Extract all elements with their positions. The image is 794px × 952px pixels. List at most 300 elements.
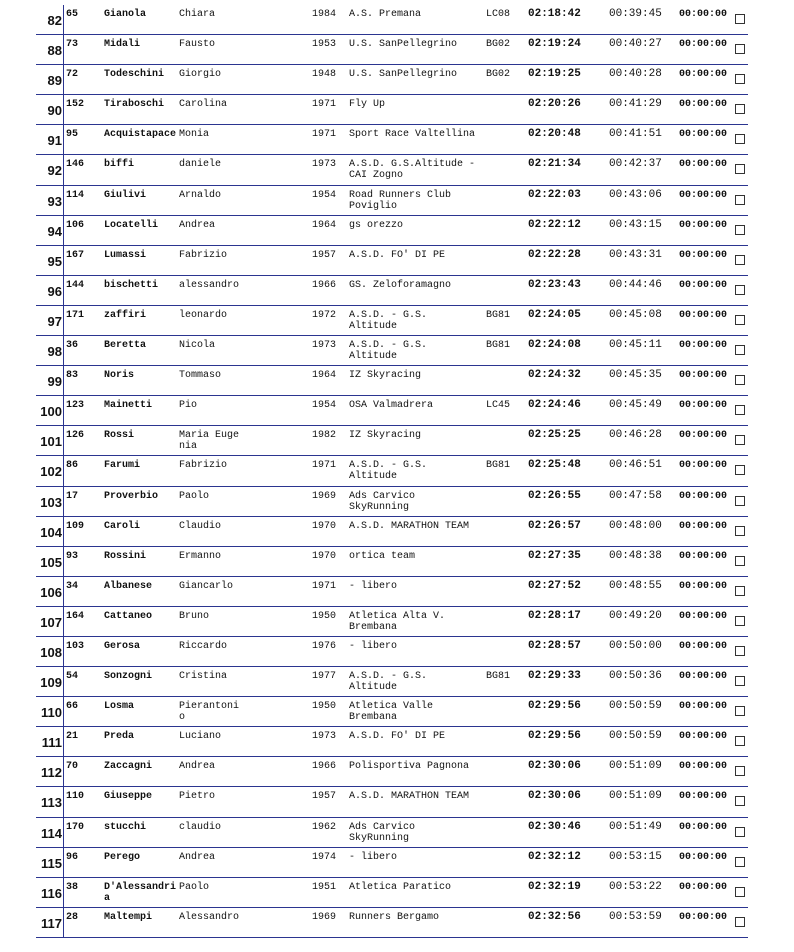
row-checkbox[interactable]: [735, 104, 745, 114]
club-name: OSA Valmadrera: [349, 400, 434, 412]
first-name: Pietro: [179, 791, 216, 803]
birth-year: 1950: [312, 610, 337, 622]
category-code: BG81: [486, 671, 511, 683]
position: 90: [47, 103, 62, 119]
result-row: [36, 336, 748, 366]
birth-year: 1966: [312, 761, 337, 773]
row-checkbox[interactable]: [735, 706, 745, 716]
finish-time: 02:32:12: [528, 850, 581, 863]
birth-year: 1969: [312, 911, 337, 923]
row-checkbox[interactable]: [735, 315, 745, 325]
birth-year: 1954: [312, 400, 337, 412]
column-divider: [63, 908, 64, 937]
result-row: [36, 246, 748, 276]
gap-time: 00:40:27: [609, 38, 662, 51]
bib-number: 34: [66, 580, 79, 592]
row-checkbox[interactable]: [735, 496, 745, 506]
surname: Lumassi: [104, 249, 147, 261]
finish-time: 02:30:06: [528, 760, 581, 773]
result-row: [36, 186, 748, 216]
birth-year: 1969: [312, 490, 337, 502]
row-checkbox[interactable]: [735, 616, 745, 626]
gap-time: 00:42:37: [609, 158, 662, 171]
row-checkbox[interactable]: [735, 195, 745, 205]
penalty-time: 00:00:00: [679, 821, 728, 833]
club-name: Road Runners Club Poviglio: [349, 189, 458, 212]
position: 108: [40, 644, 62, 660]
position: 110: [41, 705, 62, 721]
position: 100: [40, 404, 62, 420]
bib-number: 83: [66, 370, 79, 382]
birth-year: 1957: [312, 249, 337, 261]
row-checkbox[interactable]: [735, 646, 745, 656]
gap-time: 00:50:59: [609, 730, 662, 743]
result-row: [36, 637, 748, 667]
first-name: Arnaldo: [179, 189, 222, 201]
row-checkbox[interactable]: [735, 586, 745, 596]
column-divider: [63, 547, 64, 576]
position: 114: [41, 825, 62, 841]
row-checkbox[interactable]: [735, 375, 745, 385]
club-name: A.S.D. - G.S. Altitude: [349, 309, 434, 332]
bib-number: 86: [66, 460, 79, 472]
finish-time: 02:25:25: [528, 429, 581, 442]
club-name: Atletica Alta V. Brembana: [349, 610, 452, 633]
row-checkbox[interactable]: [735, 74, 745, 84]
result-row: [36, 396, 748, 426]
column-divider: [63, 787, 64, 816]
result-row: [36, 878, 748, 908]
position: 113: [41, 795, 62, 811]
first-name: Fabrizio: [179, 460, 228, 472]
result-row: [36, 65, 748, 95]
finish-time: 02:25:48: [528, 459, 581, 472]
column-divider: [63, 5, 64, 34]
result-row: [36, 607, 748, 637]
gap-time: 00:46:51: [609, 459, 662, 472]
finish-time: 02:29:56: [528, 700, 581, 713]
surname: biffi: [104, 159, 135, 171]
gap-time: 00:50:00: [609, 639, 662, 652]
column-divider: [63, 667, 64, 696]
first-name: claudio: [179, 821, 222, 833]
gap-time: 00:43:31: [609, 248, 662, 261]
position: 88: [47, 43, 62, 59]
club-name: Polisportiva Pagnona: [349, 761, 470, 773]
finish-time: 02:32:19: [528, 880, 581, 893]
gap-time: 00:45:49: [609, 399, 662, 412]
position: 98: [47, 344, 62, 360]
position: 99: [47, 374, 62, 390]
surname: Losma: [104, 701, 135, 713]
finish-time: 02:24:05: [528, 308, 581, 321]
penalty-time: 00:00:00: [679, 731, 728, 743]
surname: Acquistapace: [104, 129, 177, 141]
gap-time: 00:53:15: [609, 850, 662, 863]
bib-number: 126: [66, 430, 85, 442]
column-divider: [63, 246, 64, 275]
penalty-time: 00:00:00: [679, 430, 728, 442]
birth-year: 1976: [312, 640, 337, 652]
club-name: A.S.D. MARATHON TEAM: [349, 791, 470, 803]
row-checkbox[interactable]: [735, 736, 745, 746]
column-divider: [63, 65, 64, 94]
gap-time: 00:47:58: [609, 489, 662, 502]
column-divider: [63, 577, 64, 606]
result-row: [36, 95, 748, 125]
result-row: [36, 787, 748, 817]
penalty-time: 00:00:00: [679, 881, 728, 893]
column-divider: [63, 487, 64, 516]
row-checkbox[interactable]: [735, 556, 745, 566]
result-row: [36, 276, 748, 306]
birth-year: 1957: [312, 791, 337, 803]
finish-time: 02:23:43: [528, 278, 581, 291]
surname: D'Alessandria: [104, 881, 177, 904]
first-name: Riccardo: [179, 640, 228, 652]
bib-number: 21: [66, 731, 79, 743]
category-code: BG02: [486, 39, 511, 51]
result-row: [36, 848, 748, 878]
row-checkbox[interactable]: [735, 827, 745, 837]
category-code: LC08: [486, 9, 511, 20]
gap-time: 00:51:09: [609, 760, 662, 773]
gap-time: 00:48:38: [609, 549, 662, 562]
penalty-time: 00:00:00: [679, 340, 728, 352]
result-row: [36, 818, 748, 848]
finish-time: 02:26:57: [528, 519, 581, 532]
row-checkbox[interactable]: [735, 405, 745, 415]
row-checkbox[interactable]: [735, 796, 745, 806]
result-row: [36, 667, 748, 697]
category-code: BG81: [486, 340, 511, 352]
finish-time: 02:20:26: [528, 98, 581, 111]
first-name: Nicola: [179, 340, 216, 352]
result-row: [36, 306, 748, 336]
birth-year: 1951: [312, 881, 337, 893]
result-row: [36, 517, 748, 547]
surname: Farumi: [104, 460, 141, 472]
gap-time: 00:46:28: [609, 429, 662, 442]
position: 95: [47, 253, 62, 269]
birth-year: 1962: [312, 821, 337, 833]
club-name: Sport Race Valtellina: [349, 129, 476, 141]
gap-time: 00:45:11: [609, 339, 662, 352]
result-row: [36, 757, 748, 787]
penalty-time: 00:00:00: [679, 610, 728, 622]
bib-number: 95: [66, 129, 79, 141]
birth-year: 1950: [312, 701, 337, 713]
row-checkbox[interactable]: [735, 857, 745, 867]
surname: Giuseppe: [104, 791, 153, 803]
first-name: Alessandro: [179, 911, 240, 923]
finish-time: 02:24:32: [528, 369, 581, 382]
column-divider: [63, 637, 64, 666]
surname: Maltempi: [104, 911, 153, 923]
gap-time: 00:51:49: [609, 820, 662, 833]
birth-year: 1964: [312, 370, 337, 382]
row-checkbox[interactable]: [735, 164, 745, 174]
gap-time: 00:51:09: [609, 790, 662, 803]
row-checkbox[interactable]: [735, 465, 745, 475]
club-name: ortica team: [349, 550, 416, 562]
club-name: Ads Carvico SkyRunning: [349, 821, 422, 844]
finish-time: 02:19:24: [528, 38, 581, 51]
surname: Proverbio: [104, 490, 159, 502]
bib-number: 36: [66, 340, 79, 352]
first-name: Pio: [179, 400, 198, 412]
first-name: Bruno: [179, 610, 210, 622]
finish-time: 02:21:34: [528, 158, 581, 171]
club-name: Fly Up: [349, 99, 386, 111]
row-checkbox[interactable]: [735, 526, 745, 536]
column-divider: [63, 216, 64, 245]
first-name: Paolo: [179, 881, 210, 893]
category-code: BG81: [486, 460, 511, 472]
bib-number: 17: [66, 490, 79, 502]
club-name: Runners Bergamo: [349, 911, 440, 923]
column-divider: [63, 306, 64, 335]
results-table: [36, 5, 748, 938]
row-checkbox[interactable]: [735, 766, 745, 776]
bib-number: 54: [66, 671, 79, 683]
birth-year: 1971: [312, 580, 337, 592]
gap-time: 00:41:29: [609, 98, 662, 111]
bib-number: 167: [66, 249, 85, 261]
birth-year: 1971: [312, 460, 337, 472]
gap-time: 00:49:20: [609, 609, 662, 622]
birth-year: 1973: [312, 731, 337, 743]
row-checkbox[interactable]: [735, 676, 745, 686]
first-name: alessandro: [179, 279, 240, 291]
category-code: BG02: [486, 69, 511, 81]
penalty-time: 00:00:00: [679, 99, 728, 111]
bib-number: 110: [66, 791, 85, 803]
penalty-time: 00:00:00: [679, 159, 728, 171]
first-name: Luciano: [179, 731, 222, 743]
position: 107: [40, 614, 62, 630]
club-name: A.S.D. MARATHON TEAM: [349, 520, 470, 532]
first-name: Fabrizio: [179, 249, 228, 261]
bib-number: 123: [66, 400, 85, 412]
finish-time: 02:28:17: [528, 609, 581, 622]
row-checkbox[interactable]: [735, 887, 745, 897]
row-checkbox[interactable]: [735, 917, 745, 927]
birth-year: 1970: [312, 520, 337, 532]
surname: Noris: [104, 370, 135, 382]
surname: Zaccagni: [104, 761, 153, 773]
position: 102: [40, 464, 62, 480]
penalty-time: 00:00:00: [679, 851, 728, 863]
column-divider: [63, 396, 64, 425]
first-name: Tommaso: [179, 370, 222, 382]
penalty-time: 00:00:00: [679, 400, 728, 412]
club-name: GS. Zeloforamagno: [349, 279, 452, 291]
bib-number: 28: [66, 911, 79, 923]
result-row: [36, 547, 748, 577]
position: 101: [40, 434, 62, 450]
birth-year: 1970: [312, 550, 337, 562]
birth-year: 1971: [312, 99, 337, 111]
position: 91: [47, 133, 62, 149]
club-name: - libero: [349, 580, 398, 592]
row-checkbox[interactable]: [735, 14, 745, 24]
surname: Beretta: [104, 340, 147, 352]
gap-time: 00:50:59: [609, 700, 662, 713]
column-divider: [63, 276, 64, 305]
finish-time: 02:27:52: [528, 579, 581, 592]
penalty-time: 00:00:00: [679, 279, 728, 291]
result-row: [36, 577, 748, 607]
club-name: A.S.D. - G.S. Altitude: [349, 460, 434, 483]
row-checkbox[interactable]: [735, 285, 745, 295]
surname: Giulivi: [104, 189, 147, 201]
column-divider: [63, 456, 64, 485]
bib-number: 96: [66, 851, 79, 863]
club-name: A.S.D. - G.S. Altitude: [349, 340, 434, 363]
surname: Caroli: [104, 520, 141, 532]
club-name: gs orezzo: [349, 219, 404, 231]
position: 96: [47, 283, 62, 299]
birth-year: 1971: [312, 129, 337, 141]
column-divider: [63, 95, 64, 124]
first-name: Ermanno: [179, 550, 222, 562]
row-checkbox[interactable]: [735, 255, 745, 265]
bib-number: 106: [66, 219, 85, 231]
surname: bischetti: [104, 279, 159, 291]
club-name: U.S. SanPellegrino: [349, 69, 458, 81]
penalty-time: 00:00:00: [679, 9, 728, 20]
row-checkbox[interactable]: [735, 345, 745, 355]
penalty-time: 00:00:00: [679, 69, 728, 81]
row-checkbox[interactable]: [735, 134, 745, 144]
position: 89: [47, 73, 62, 89]
gap-time: 00:45:35: [609, 369, 662, 382]
first-name: Monia: [179, 129, 210, 141]
column-divider: [63, 517, 64, 546]
birth-year: 1964: [312, 219, 337, 231]
bib-number: 114: [66, 189, 85, 201]
penalty-time: 00:00:00: [679, 219, 728, 231]
penalty-time: 00:00:00: [679, 791, 728, 803]
club-name: Atletica Paratico: [349, 881, 452, 893]
position: 112: [41, 765, 62, 781]
first-name: Andrea: [179, 851, 216, 863]
birth-year: 1953: [312, 39, 337, 51]
club-name: IZ Skyracing: [349, 430, 422, 442]
penalty-time: 00:00:00: [679, 640, 728, 652]
penalty-time: 00:00:00: [679, 309, 728, 321]
club-name: Ads Carvico SkyRunning: [349, 490, 422, 513]
row-checkbox[interactable]: [735, 435, 745, 445]
surname: Albanese: [104, 580, 153, 592]
column-divider: [63, 697, 64, 726]
first-name: Claudio: [179, 520, 222, 532]
result-row: [36, 697, 748, 727]
first-name: Giorgio: [179, 69, 222, 81]
first-name: Andrea: [179, 761, 216, 773]
result-row: [36, 216, 748, 246]
penalty-time: 00:00:00: [679, 460, 728, 472]
bib-number: 152: [66, 99, 85, 111]
penalty-time: 00:00:00: [679, 701, 728, 713]
column-divider: [63, 878, 64, 907]
first-name: Cristina: [179, 671, 228, 683]
penalty-time: 00:00:00: [679, 129, 728, 141]
first-name: Maria Eugenia: [179, 430, 240, 453]
first-name: Carolina: [179, 99, 228, 111]
position: 109: [40, 675, 62, 691]
finish-time: 02:27:35: [528, 549, 581, 562]
gap-time: 00:44:46: [609, 278, 662, 291]
column-divider: [63, 336, 64, 365]
row-checkbox[interactable]: [735, 225, 745, 235]
bib-number: 38: [66, 881, 79, 893]
surname: Gerosa: [104, 640, 141, 652]
gap-time: 00:53:59: [609, 910, 662, 923]
result-row: [36, 487, 748, 517]
club-name: U.S. SanPellegrino: [349, 39, 458, 51]
penalty-time: 00:00:00: [679, 580, 728, 592]
finish-time: 02:19:25: [528, 68, 581, 81]
result-row: [36, 155, 748, 185]
bib-number: 70: [66, 761, 79, 773]
penalty-time: 00:00:00: [679, 39, 728, 51]
penalty-time: 00:00:00: [679, 761, 728, 773]
first-name: Giancarlo: [179, 580, 234, 592]
gap-time: 00:43:15: [609, 218, 662, 231]
first-name: Pierantonio: [179, 701, 240, 724]
birth-year: 1974: [312, 851, 337, 863]
position: 117: [41, 915, 62, 931]
finish-time: 02:30:06: [528, 790, 581, 803]
bib-number: 73: [66, 39, 79, 51]
column-divider: [63, 366, 64, 395]
club-name: - libero: [349, 851, 398, 863]
gap-time: 00:40:28: [609, 68, 662, 81]
club-name: IZ Skyracing: [349, 370, 422, 382]
column-divider: [63, 727, 64, 756]
club-name: Atletica Valle Brembana: [349, 701, 440, 724]
club-name: A.S.D. G.S.Altitude - CAI Zogno: [349, 159, 482, 182]
gap-time: 00:50:36: [609, 670, 662, 683]
birth-year: 1984: [312, 9, 337, 20]
gap-time: 00:45:08: [609, 308, 662, 321]
bib-number: 65: [66, 9, 79, 20]
birth-year: 1972: [312, 309, 337, 321]
club-name: A.S.D. FO' DI PE: [349, 249, 446, 261]
bib-number: 171: [66, 309, 85, 321]
bib-number: 93: [66, 550, 79, 562]
penalty-time: 00:00:00: [679, 189, 728, 201]
finish-time: 02:26:55: [528, 489, 581, 502]
club-name: - libero: [349, 640, 398, 652]
position: 106: [40, 584, 62, 600]
birth-year: 1954: [312, 189, 337, 201]
row-checkbox[interactable]: [735, 44, 745, 54]
finish-time: 02:24:46: [528, 399, 581, 412]
gap-time: 00:48:55: [609, 579, 662, 592]
column-divider: [63, 607, 64, 636]
surname: Perego: [104, 851, 141, 863]
finish-time: 02:22:03: [528, 188, 581, 201]
penalty-time: 00:00:00: [679, 249, 728, 261]
position: 111: [41, 735, 62, 751]
birth-year: 1948: [312, 69, 337, 81]
column-divider: [63, 848, 64, 877]
surname: Cattaneo: [104, 610, 153, 622]
gap-time: 00:39:45: [609, 8, 662, 20]
